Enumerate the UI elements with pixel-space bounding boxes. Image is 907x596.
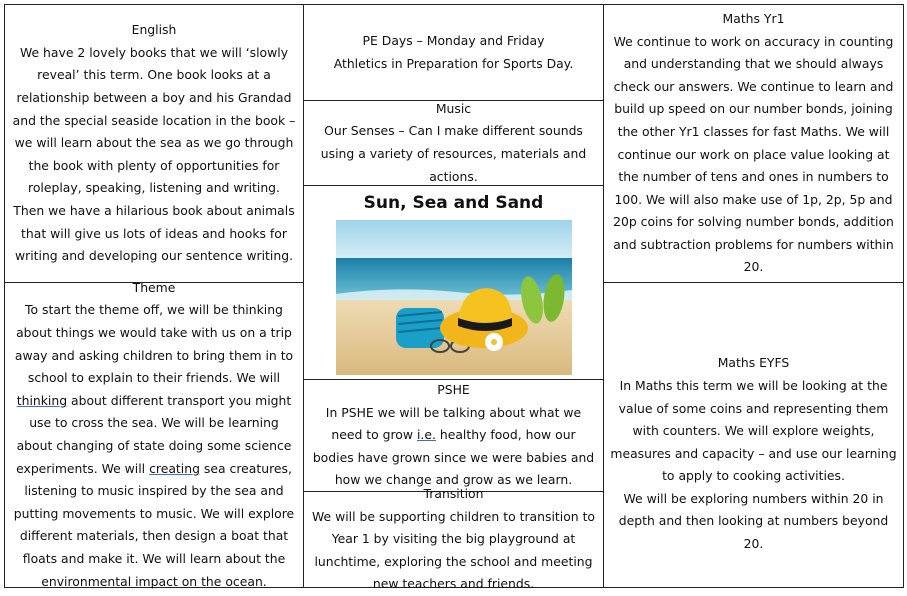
english-body: We have 2 lovely books that we will ‘slowly reveal’ this term. One book looks at a relationship between a boy and his Grandad and the special seaside location in the book – we will learn about the sea as we go through the book with plenty of opportunities for roleplay, speaking, listening and writing. Then we have a hilarious book about animals that will give us lots of ideas and hooks for writing and developing our sentence writing.	[12, 44, 296, 264]
english-panel	[4, 4, 304, 283]
pshe-text-2: healthy food, how our bodies have grown since we were babies and how we change and grow as we learn.	[312, 427, 595, 488]
theme-text-3: sea creatures, listening to music inspired by the sea and putting movements to music. We will explore different materials, then design a boat that floats and make it. We will learn about the environmental impact on the ocean.	[13, 460, 295, 589]
pe-athletics-line: Athletics in Preparation for Sports Day.	[333, 55, 574, 71]
theme-text-1: To start the theme off, we will be thinking about things we would take with us on a trip away and asking children to bring them in to school to explain to their friends. We will	[14, 302, 294, 386]
pe-days-line: PE Days – Monday and Friday	[362, 32, 545, 48]
maths-yr1-panel	[603, 4, 904, 283]
theme-heading: Theme	[132, 279, 176, 295]
maths-eyfs-body-1: In Maths this term we will be looking at the value of some coins and representing them with counters. We will explore weights, measures and capacity – and use our learning to apply to cooking activities.	[610, 377, 897, 484]
transition-panel	[303, 486, 604, 592]
theme-panel	[4, 279, 304, 589]
theme-body	[11, 299, 297, 593]
pshe-panel	[303, 379, 604, 492]
pe-panel	[303, 4, 604, 101]
theme-text-2: about different transport you might use to cross the sea. We will be learning about changing of state doing some science experiments. We will	[16, 392, 292, 476]
topic-panel	[303, 185, 604, 380]
pshe-text-1: In PSHE we will be talking about what we need to grow	[325, 404, 582, 443]
beach-photo	[336, 220, 572, 375]
maths-eyfs-heading: Maths EYFS	[717, 355, 790, 371]
topic-title: Sun, Sea and Sand	[363, 193, 544, 213]
transition-heading: Transition	[423, 486, 484, 502]
maths-eyfs-body-2: We will be exploring numbers within 20 in depth and then looking at numbers beyond 20.	[618, 490, 889, 552]
music-heading: Music	[435, 100, 472, 116]
pshe-ie-abbreviation: i.e.	[416, 427, 436, 443]
maths-yr1-heading: Maths Yr1	[722, 10, 785, 26]
pshe-body	[310, 402, 597, 492]
maths-eyfs-panel	[603, 282, 904, 588]
transition-body: We will be supporting children to transition to Year 1 by visiting the big playground at lunchtime, exploring the school and meeting new teachers and friends.	[311, 508, 596, 592]
music-body: Our Senses – Can I make different sounds using a variety of resources, materials and actions.	[320, 123, 587, 184]
maths-yr1-body: We continue to work on accuracy in counting and understanding that we should always check our answers. We continue to learn and build up speed on our number bonds, joining the other Yr1 classes for fast Maths. We will continue our work on place value looking at the number of tens and ones in numbers to 100. We will also make use of 1p, 2p, 5p and 20p coins for solving number bonds, addition and subtraction problems for numbers within 20.	[613, 33, 894, 275]
theme-underlined-word-thinking: thinking	[16, 392, 68, 408]
english-heading: English	[131, 22, 177, 38]
pshe-heading: PSHE	[437, 382, 470, 398]
music-panel	[303, 100, 604, 186]
theme-underlined-word-creating: creating	[149, 460, 200, 476]
